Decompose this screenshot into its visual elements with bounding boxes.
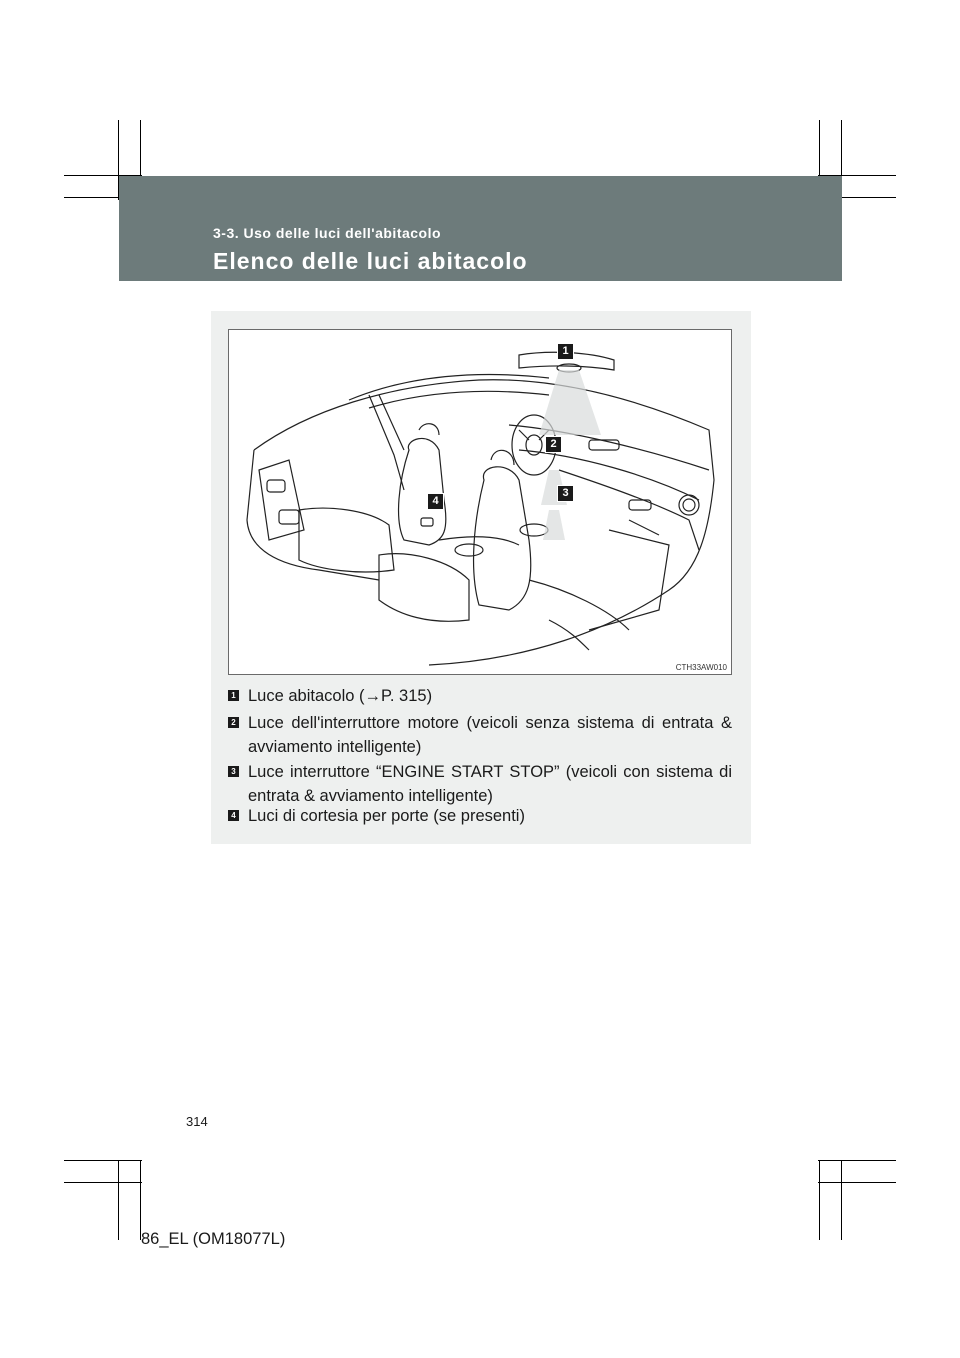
document-code: 86_EL (OM18077L)	[141, 1230, 286, 1248]
page-number: 314	[186, 1114, 208, 1129]
callout-2: 2	[546, 437, 561, 452]
legend-item	[228, 804, 732, 828]
crop-mark	[818, 1160, 896, 1161]
crop-mark	[118, 1160, 119, 1240]
crop-mark	[819, 1160, 820, 1240]
legend-item-text: Luce dell'interruttore motore (veicoli senza sistema di entrata & avviamento intelligente)	[248, 714, 732, 756]
car-interior-drawing	[229, 330, 733, 676]
car-interior-illustration	[228, 329, 732, 675]
legend-number-badge: 2	[228, 717, 239, 728]
legend-number-badge: 3	[228, 766, 239, 777]
callout-4: 4	[428, 494, 443, 509]
legend-number-badge: 1	[228, 690, 239, 701]
legend-number-badge: 4	[228, 810, 239, 821]
section-label: 3-3. Uso delle luci dell'abitacolo	[213, 225, 442, 241]
crop-mark	[818, 1182, 896, 1183]
legend-item-text: Luci di cortesia per porte (se presenti)	[248, 807, 525, 825]
legend-item-text: Luce abitacolo (→P. 315)	[248, 687, 433, 705]
crop-mark	[841, 1160, 842, 1240]
crop-mark	[64, 1160, 142, 1161]
legend-item	[228, 684, 732, 708]
crop-mark	[140, 1160, 141, 1240]
legend-item	[228, 711, 732, 759]
page-title: Elenco delle luci abitacolo	[213, 248, 528, 274]
crop-mark	[64, 1182, 142, 1183]
figure-code: CTH33AW010	[675, 663, 727, 672]
callout-1: 1	[558, 344, 573, 359]
callout-3: 3	[558, 486, 573, 501]
legend-item	[228, 760, 732, 808]
legend-item-text: Luce interruttore “ENGINE START STOP” (veicoli con sistema di entrata & avviamento intelligente)	[248, 763, 732, 805]
header-band	[119, 176, 842, 281]
